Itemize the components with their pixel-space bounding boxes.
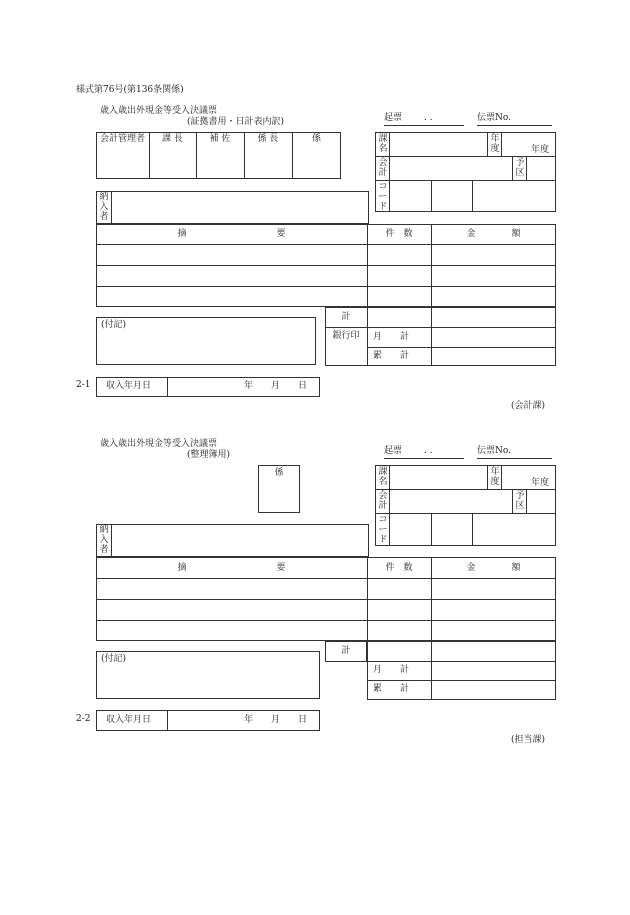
origin-label: 起票 xyxy=(384,446,403,456)
totals-row-divider xyxy=(325,327,367,328)
code-divider xyxy=(431,513,432,546)
classification-col-divider xyxy=(501,132,502,156)
summary-row-divider xyxy=(96,599,556,600)
year-label: 年度 xyxy=(490,134,500,154)
origin-underline xyxy=(384,458,464,459)
summary-header: 摘 要 xyxy=(177,563,286,573)
approval-section-chief[interactable]: 課 長 xyxy=(162,134,183,144)
dept-label: 課名 xyxy=(378,134,388,154)
monthly-total-label: 月 計 xyxy=(373,332,410,342)
count-header: 件 数 xyxy=(385,563,413,573)
summary-row-divider xyxy=(96,578,556,579)
section1-subtitle: (証拠書用・日計表内訳) xyxy=(187,117,285,127)
classification-row-divider xyxy=(375,513,556,514)
slip-no-underline[interactable] xyxy=(477,458,552,459)
notes-label: (付記) xyxy=(101,320,127,330)
totals-col-divider xyxy=(367,307,368,366)
approval-staff: 係 xyxy=(274,468,284,478)
approval-accounting-manager[interactable]: 会計管理者 xyxy=(99,134,145,144)
receipt-date-label: 収入年月日 xyxy=(106,381,152,391)
cumulative-total-label: 累 計 xyxy=(373,684,410,694)
classification-label-divider xyxy=(389,465,390,546)
receipt-no: 2-1 xyxy=(76,380,91,390)
summary-row-divider xyxy=(96,620,556,621)
receipt-date-divider xyxy=(167,710,168,731)
classification-col-divider xyxy=(487,465,488,489)
code-divider xyxy=(431,180,432,212)
payer-field[interactable] xyxy=(96,524,369,557)
summary-row-divider xyxy=(96,265,556,266)
account-label: 会計 xyxy=(378,158,388,178)
classification-col-divider xyxy=(487,132,488,156)
slip-no-underline[interactable] xyxy=(477,125,552,126)
payer-field[interactable] xyxy=(96,191,369,224)
dept-footer: (会計課) xyxy=(511,401,546,411)
monthly-total-label: 月 計 xyxy=(373,665,410,675)
classification-block xyxy=(375,132,556,212)
totals-col-divider xyxy=(431,307,432,366)
fiscal-year[interactable]: 年度 xyxy=(531,145,550,155)
payer-label: 納入者 xyxy=(99,192,109,222)
approval-staff[interactable]: 係 xyxy=(311,134,321,144)
section2-title: 歳入歳出外現金等受入決議票 xyxy=(100,439,218,449)
origin-date[interactable]: . . xyxy=(424,113,433,123)
cumulative-total-label: 累 計 xyxy=(373,351,410,361)
classification-row-divider xyxy=(375,156,556,157)
receipt-no: 2-2 xyxy=(76,714,91,724)
amount-header: 金 額 xyxy=(466,563,521,573)
classification-row-divider xyxy=(375,180,556,181)
budget-label: 予区 xyxy=(515,158,525,178)
origin-label: 起票 xyxy=(384,113,403,123)
receipt-date-field[interactable]: 年 月 日 xyxy=(244,381,308,391)
classification-row-divider xyxy=(375,489,556,490)
budget-label: 予区 xyxy=(515,491,525,511)
origin-date[interactable]: . . xyxy=(424,446,433,456)
fiscal-year[interactable]: 年度 xyxy=(531,478,550,488)
count-header: 件 数 xyxy=(385,229,413,239)
code-divider xyxy=(472,513,473,546)
code-label: コード xyxy=(378,182,388,212)
amount-header: 金 額 xyxy=(466,229,521,239)
summary-row-divider xyxy=(96,244,556,245)
totals-row-divider xyxy=(367,661,556,662)
account-label: 会計 xyxy=(378,491,388,511)
approval-subsection-chief[interactable]: 係 長 xyxy=(257,134,279,144)
classification-col-divider xyxy=(526,489,527,513)
slip-no-label: 伝票No. xyxy=(477,446,511,456)
code-label: コード xyxy=(378,515,388,545)
summary-header: 摘 要 xyxy=(177,229,286,239)
dept-footer: (担当課) xyxy=(511,735,546,745)
classification-block xyxy=(375,465,556,546)
payer-label: 納入者 xyxy=(99,525,109,555)
classification-col-divider xyxy=(512,489,513,513)
dept-label: 課名 xyxy=(378,467,388,487)
totals-row-divider xyxy=(367,327,556,328)
summary-row-divider xyxy=(96,286,556,287)
notes-field[interactable] xyxy=(96,317,316,365)
form-number: 様式第76号(第136条関係) xyxy=(76,85,184,95)
receipt-date-divider xyxy=(167,377,168,397)
bank-stamp-label: 銀行印 xyxy=(332,331,360,341)
notes-label: (付記) xyxy=(101,654,127,664)
code-divider xyxy=(472,180,473,212)
receipt-date-field[interactable]: 年 月 日 xyxy=(244,715,308,725)
section1-title: 歳入歳出外現金等受入決議票 xyxy=(100,106,218,116)
totals-row-divider xyxy=(367,347,556,348)
payer-divider xyxy=(111,524,112,557)
classification-col-divider xyxy=(512,156,513,180)
totals-col-divider xyxy=(431,641,432,700)
total-label: 計 xyxy=(341,312,351,322)
receipt-date-label: 収入年月日 xyxy=(106,715,152,725)
total-label: 計 xyxy=(341,646,351,656)
notes-field[interactable] xyxy=(96,651,320,699)
slip-no-label: 伝票No. xyxy=(477,113,511,123)
origin-underline xyxy=(384,125,464,126)
totals-row-divider xyxy=(367,680,556,681)
approval-assistant[interactable]: 補 佐 xyxy=(209,134,231,144)
section2-subtitle: (整理簿用) xyxy=(187,450,231,460)
year-label: 年度 xyxy=(490,467,500,487)
classification-label-divider xyxy=(389,132,390,212)
classification-col-divider xyxy=(501,465,502,489)
payer-divider xyxy=(111,191,112,224)
classification-col-divider xyxy=(526,156,527,180)
